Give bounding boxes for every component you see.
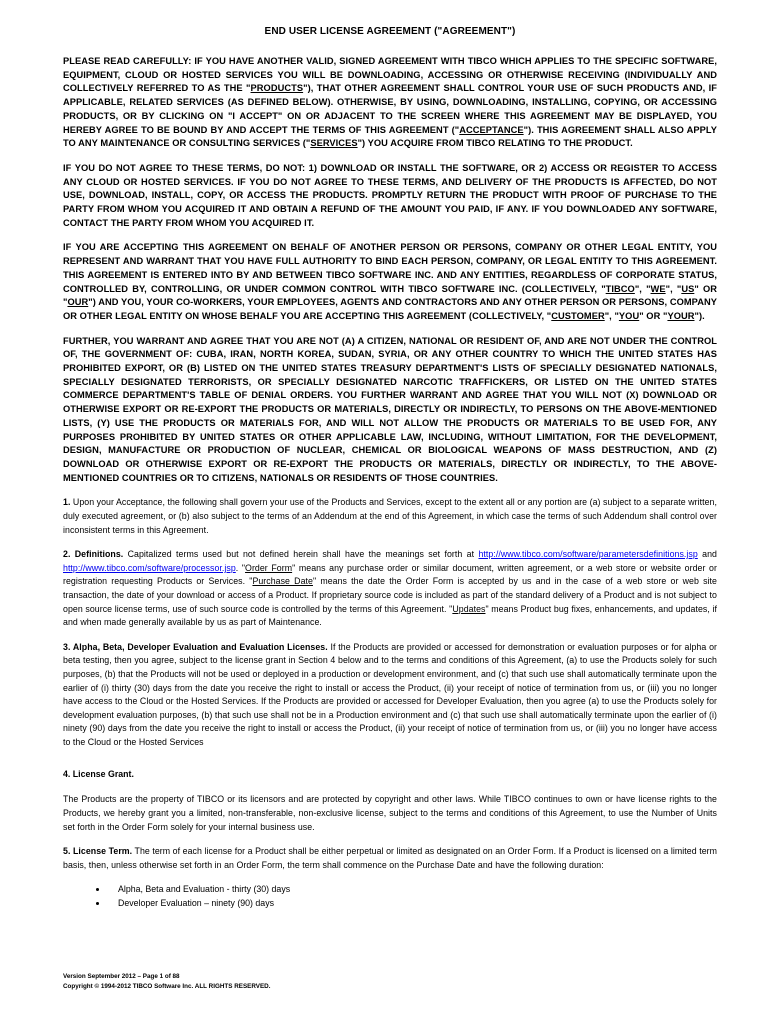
section-5-text: The term of each license for a Product shall be either perpetual or limited as designated on an Order Form. If a Product is licensed on a limited term basis, then, unless otherwise set forth in an Order Form, the term shall commence on the Purchase Date and have the following duration: [63,846,717,870]
behalf-paragraph [63,241,717,323]
intro-text-a: PLEASE READ CAREFULLY: IF YOU HAVE ANOTHER VALID, SIGNED AGREEMENT WITH TIBCO WHICH APPLIES TO THE SPECIFIC SOFTWARE, EQUIPMENT, CLOUD OR HOSTED SERVICES YOU WILL BE DOWNLOADING, ACCESSING OR OTHERWISE RECEIVING (INDIVIDUALLY AND COLLECTIVELY REFERRED TO AS THE " [63,56,717,94]
parameters-definitions-link[interactable]: http://www.tibco.com/software/parametersdefinitions.jsp [478,549,698,560]
term-customer: CUSTOMER [551,310,605,321]
intro-text-b: "), THAT OTHER AGREEMENT SHALL CONTROL YOUR USE OF SUCH PRODUCTS AND, IF APPLICABLE, RELATED SERVICES (AS DEFINED BELOW). OTHERWISE, BY USING, DOWNLOADING, INSTALLING, COPYING, OR ACCESSING PRODUCTS, OR BY CLICKING ON "I ACCEPT" ON OR ADJACENT TO THE SCREEN WHERE THIS AGREEMENT MAY BE DISPLAYED, YOU HEREBY AGREE TO BE BOUND BY AND ACCEPT THE TERMS OF THIS AGREEMENT (" [63,83,717,135]
section-3-heading: 3. Alpha, Beta, Developer Evaluation and Evaluation Licenses. [63,641,328,652]
footer-copyright: Copyright © 1994-2012 TIBCO Software Inc. ALL RIGHTS RESERVED. [63,983,271,990]
footer-version: Version September 2012 – Page 1 of 88 [63,973,180,980]
list-item: • Developer Evaluation – ninety (90) days [108,897,717,911]
behalf-sep-1: ", " [634,283,651,294]
intro-paragraph [63,55,717,151]
behalf-text-c: "). [694,310,705,321]
section-1 [63,496,717,537]
term-acceptance: ACCEPTANCE [459,124,524,135]
term-services: SERVICES [310,138,358,149]
export-paragraph: FURTHER, YOU WARRANT AND AGREE THAT YOU ARE NOT (A) A CITIZEN, NATIONAL OR RESIDENT OF, AND ARE NOT UNDER THE CONTROL OF, THE GOVERNMENT OF: CUBA, IRAN, NORTH KOREA, SUDAN, SYRIA, OR ANY OTHER COUNTRY TO WHICH THE UNITED STATES HAS PROHIBITED EXPORT, OR (B) LISTED ON THE UNITED STATES TREASURY DEPARTMENT'S LISTS OF SPECIALLY DESIGNATED NATIONALS, SPECIALLY DESIGNATED TERRORISTS, OR SPECIALLY DESIGNATED NARCOTIC TRAFFICKERS, OR LISTED ON THE UNITED STATES COMMERCE DEPARTMENT'S TABLE OF DENIAL ORDERS. YOU FURTHER WARRANT AND AGREE THAT YOU WILL NOT (X) DOWNLOAD OR OTHERWISE EXPORT OR RE-EXPORT THE PRODUCTS OR MATERIALS, DIRECTLY OR INDIRECTLY, TO PERSONS ON THE ABOVE-MENTIONED LISTS, (Y) USE THE PRODUCTS OR MATERIALS FOR, AND WILL NOT ALLOW THE PRODUCTS OR MATERIALS TO BE USED FOR, ANY PURPOSES PROHIBITED BY UNITED STATES OR OTHER APPLICABLE LAW, INCLUDING, WITHOUT LIMITATION, FOR THE DEVELOPMENT, DESIGN, MANUFACTURE OR PRODUCTION OF NUCLEAR, CHEMICAL OR BIOLOGICAL WEAPONS OF MASS DESTRUCTION, AND (Z) DOWNLOAD OR OTHERWISE EXPORT OR RE-EXPORT THE PRODUCTS OR MATERIALS, DIRECTLY OR INDIRECTLY, TO THE ABOVE-MENTIONED COUNTRIES OR TO CITIZENS, NATIONALS OR RESIDENTS OF THOSE COUNTRIES. [63,335,717,483]
term-purchase-date: Purchase Date [252,576,313,587]
section-2 [63,548,717,630]
term-updates: Updates [452,603,486,614]
section-2-text-b: and [697,549,717,560]
section-1-number: 1. [63,497,71,508]
page-footer [63,972,270,992]
behalf-text-a: IF YOU ARE ACCEPTING THIS AGREEMENT ON BEHALF OF ANOTHER PERSON OR PERSONS, COMPANY OR OTHER LEGAL ENTITY, YOU REPRESENT AND WARRANT THAT YOU HAVE FULL AUTHORITY TO BIND EACH PERSON, COMPANY, OR LEGAL ENTITY TO THIS AGREEMENT. THIS AGREEMENT IS ENTERED INTO BY AND BETWEEN TIBCO SOFTWARE INC. AND ANY ENTITIES, REGARDLESS OF CORPORATE STATUS, CONTROLLED BY, CONTROLLING, OR UNDER COMMON CONTROL WITH TIBCO SOFTWARE INC. (COLLECTIVELY, " [63,242,717,294]
section-4-text: The Products are the property of TIBCO or its licensors and are protected by copyright and other laws. While TIBCO continues to own or have license rights to the Products, we hereby grant you a limited, non-transferable, non-exclusive license, subject to the terms and conditions of this Agreement, to use the Number of Units set forth in the Order Form solely for your internal business use. [63,794,717,832]
behalf-sep-5: " OR " [639,310,668,321]
section-2-text-a: Capitalized terms used but not defined herein shall have the meanings set forth at [123,549,479,560]
behalf-text-b: ") AND YOU, YOUR CO-WORKERS, YOUR EMPLOYEES, AGENTS AND CONTRACTORS AND ANY OTHER PERSON OR PERSONS, COMPANY OR OTHER LEGAL ENTITY ON WHOSE BEHALF YOU ARE ACCEPTING THIS AGREEMENT (COLLECTIVELY, " [63,297,717,321]
section-5 [63,845,717,872]
section-1-text: Upon your Acceptance, the following shall govern your use of the Products and Services, except to the extent all or any portion are (a) subject to a separate written, duly executed agreement, or (b) also subject to the terms of an Addendum at the end of this Agreement, in which case the terms of such Addendum shall control over inconsistent terms in this Agreement. [63,497,717,535]
term-we: WE [650,283,666,294]
license-duration-list [63,883,717,910]
document-content [63,20,717,911]
behalf-sep-2: ", " [665,283,682,294]
list-item: • Alpha, Beta and Evaluation - thirty (30) days [108,883,717,897]
do-not-agree-paragraph: IF YOU DO NOT AGREE TO THESE TERMS, DO NOT: 1) DOWNLOAD OR INSTALL THE SOFTWARE, OR 2) ACCESS OR REGISTER TO ACCESS ANY CLOUD OR HOSTED SERVICES. IF YOU DO NOT AGREE TO THESE TERMS, AND DELIVERY OF THE PRODUCTS IS AFFECTED, DO NOT USE, DOWNLOAD, INSTALL, COPY, OR ACCESS THE PRODUCTS. PROMPTLY RETURN THE PRODUCT WITH PROOF OF PURCHASE TO THE PARTY FROM WHOM YOU ACQUIRED IT AND OBTAIN A REFUND OF THE AMOUNT YOU PAID, IF ANY. IF YOU DOWNLOADED ANY SOFTWARE, CONTACT THE PARTY FROM WHOM YOU ACQUIRED IT. [63,162,717,228]
term-tibco: TIBCO [605,283,635,294]
processor-link[interactable]: http://www.tibco.com/software/processor.jsp [63,562,236,573]
term-products: PRODUCTS [250,83,304,94]
section-3-text: If the Products are provided or accessed for demonstration or evaluation purposes or for alpha or beta testing, then you agree, subject to the license grant in Section 4 below and to the terms and conditions of this Agreement, (a) to use the Products solely for such purposes, (b) that the Products will not be used or deployed in a production or development environment, and (c) that such use shall automatically terminate upon the earlier of (i) thirty (30) days from the date you receive the right to install or access the Product, (ii) your receipt of notice of termination from us, or (iii) you no longer have access to the Cloud or the Hosted Services. If the Products are provided or accessed for Developer Evaluation, then you agree (a) to use the Products solely for development evaluation purposes, (b) that such use shall not be in a Production environment and (c) that such use shall automatically terminate upon the earlier of (i) ninety (90) days from the date you receive the right to install or access the Product, (ii) your receipt of notice of termination from us, or (iii) you no longer have access to the Cloud or the Hosted Services [63,641,717,747]
section-5-heading: 5. License Term. [63,846,133,857]
section-2-text-e: " means the date the Order Form is accepted by us and in the case of a web store or web site transaction, the date of your download or access of a Product. If proprietary source code is included as part of the standard delivery of a Product and is not subject to open source license terms, use of such source code is controlled by the terms of this Agreement. " [63,576,717,614]
section-2-text-f: " means Product bug fixes, enhancements, and updates, if and when made generally available by us as part of Maintenance. [63,603,717,628]
intro-text-d: ") YOU ACQUIRE FROM TIBCO RELATING TO THE PRODUCT. [357,138,633,149]
section-2-text-c: . " [235,562,246,573]
intro-text-c: "). THIS AGREEMENT SHALL ALSO APPLY TO ANY MAINTENANCE OR CONSULTING SERVICES (" [63,124,718,149]
term-us: US [681,283,695,294]
document-title: END USER LICENSE AGREEMENT ("AGREEMENT") [264,26,516,37]
term-our: OUR [67,297,89,308]
section-2-heading: 2. Definitions. [63,549,124,560]
term-order-form: Order Form [245,562,293,573]
term-you: YOU [618,310,640,321]
behalf-sep-4: ", " [604,310,619,321]
term-your: YOUR [667,310,695,321]
section-3 [63,641,717,750]
behalf-sep-3: " OR " [63,283,717,308]
section-2-text-d: " means any purchase order or similar document, written agreement, or a web store or website order or registration requesting Products or Services. " [63,562,717,587]
section-4-heading: 4. License Grant. [63,769,134,780]
